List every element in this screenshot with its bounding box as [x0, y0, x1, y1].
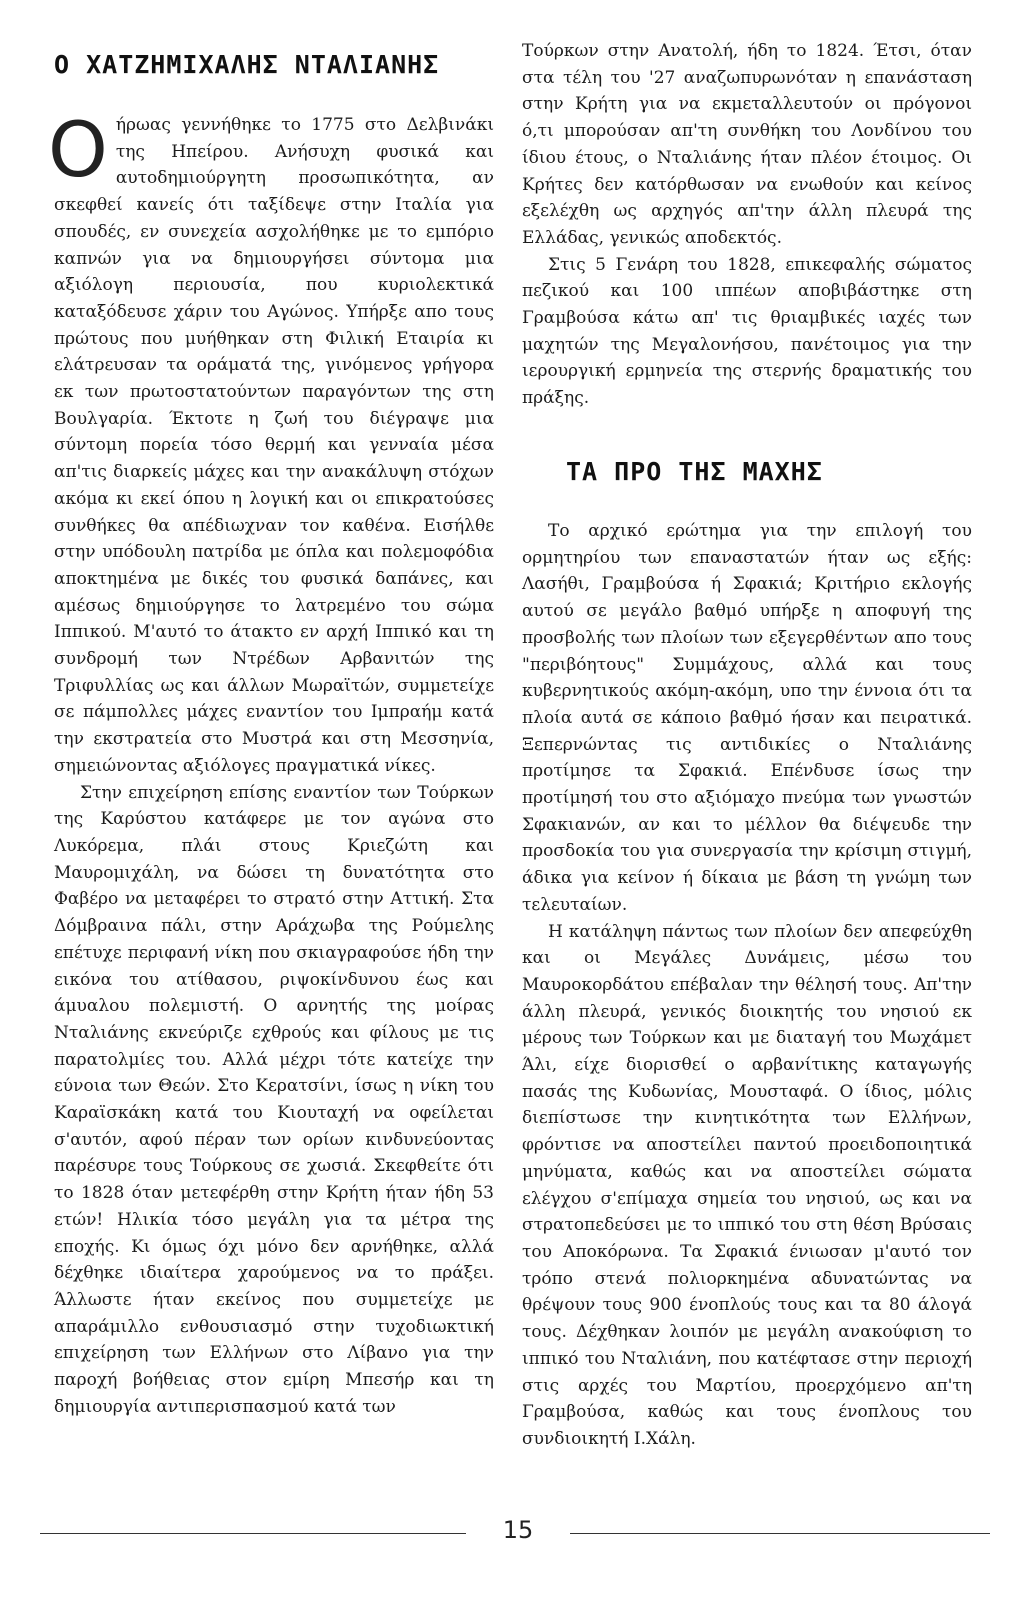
- page-number: 15: [502, 1516, 534, 1544]
- left-column-text: [48, 105, 494, 1502]
- right-paragraph-3: Το αρχικό ερώτημα για την επιλογή του ορμητηρίου των επαναστατών ήταν ως εξής: Λασήθι, Γραμβούσα ή Σφακιά; Κριτήριο εκλογής αυτού σε μεγάλο βαθμό υπήρξε η αποφυγή της προσβολής των πλοίων των εξεγερθέντων απο τους "περιβόητους" Συμμάχους, αλλά και τους κυβερνητικούς ακόμη-ακόμη, υπο την έννοια ότι τα πλοία αυτά σε κάποιο βαθμό ήσαν και πειρατικά. Ξεπερνώντας τις αντιδικίες ο Νταλιάνης προτίμησε τα Σφακιά. Επένδυσε ίσως την προτίμησή του στο αξιόμαχο πνεύμα των γνωστών Σφακιανών, αν και το μέλλον θα διέψευδε την προσδοκία του για συνεργασία την κρίσιμη στιγμή, άδικα για κείνον ή δίκαια με βάση τη γνώμη των τελευταίων.: [522, 521, 972, 915]
- footer-rule-right: [570, 1533, 990, 1534]
- drop-cap: Ο: [48, 105, 108, 194]
- left-paragraph-2: Στην επιχείρηση επίσης εναντίον των Τούρκων της Καρύστου κατάφερε με τον αγώνα στο Λυκόρεμα, πλάι στους Κριεζώτη και Μαυρομιχάλη, να δώσει τη δυνατότητα στο Φαβέρο να μεταφέρει το στρατό στην Αττική. Στα Δόμβραινα πάλι, στην Αράχωβα της Ρούμελης επέτυχε περιφανή νίκη που σκιαγραφούσε ήδη την εικόνα του ατίθασου, ριψοκίνδυνου έως και άμυαλου πολεμιστή. Ο αρνητής της μοίρας Νταλιάνης εκνεύριζε εχθρούς και φίλους με τις παρατολμίες του. Αλλά μέχρι τότε κατείχε την εύνοια των Θεών. Στο Κερατσίνι, ίσως η νίκη του Καραϊσκάκη κατά του Κιουταχή να οφείλεται σ'αυτόν, αφού πέραν των ορίων κινδυνεύοντας παρέσυρε τους Τούρκους σε χωσιά. Σκεφθείτε ότι το 1828 όταν μετεφέρθη στην Κρήτη ήταν ήδη 53 ετών! Ηλικία τόσο μεγάλη για τα μέτρα της εποχής. Κι όμως όχι μόνο δεν αρνήθηκε, αλλά δέχθηκε ιδιαίτερα χαρούμενος να το πράξει. Άλλωστε ήταν εκείνος που συμμετείχε με απαράμιλλο ενθουσιασμό στην τυχοδιωκτική επιχείρηση των Ελλήνων στο Λίβανο για την παροχή βοήθειας στον εμίρη Μπεσήρ και τη δημιουργία αντιπερισπασμού κατά των: [54, 782, 494, 1417]
- right-paragraph-2: Στις 5 Γενάρη του 1828, επικεφαλής σώματος πεζικού και 100 ιππέων αποβιβάστηκε στη Γραμβούσα κάτω απ' τις θριαμβικές ιαχές των μαχητών της Μεγαλονήσου, πανέτοιμος για την ιερουργική ερμηνεία της στερνής δραματικής του πράξης.: [522, 254, 972, 409]
- right-column-top-text: [522, 38, 972, 438]
- left-paragraph-1: [48, 105, 494, 780]
- right-paragraph-4: Η κατάληψη πάντως των πλοίων δεν απεφεύχθη και οι Μεγάλες Δυνάμεις, μέσω του Μαυροκορδάτου επέβαλαν την θέλησή τους. Απ'την άλλη πλευρά, γενικός διοικητής του νησιού εκ μέρους των Τούρκων και με διαταγή του Μωχάμετ Άλι, είχε διορισθεί ο αρβανίτικης καταγωγής πασάς της Κυδωνίας, Μουσταφά. Ο ίδιος, μόλις διεπίστωσε την κινητικότητα των Ελλήνων, φρόντισε να αποστείλει παντού προειδοποιητικά μηνύματα, καθώς και να αποστείλει σώματα ελέγχου σ'επίμαχα σημεία του νησιού, ως και να στρατοπεδεύσει με το ιππικό του στη θέση Βρύσαις του Αποκόρωνα. Τα Σφακιά ένιωσαν μ'αυτό τον τρόπο στενά πολιορκημένα αδυνατώντας να θρέψουν τους 900 ένοπλούς τους και τα 80 άλογά τους. Δέχθηκαν λοιπόν με μεγάλη ανακούφιση το ιππικό του Νταλιάνη, που κατέφτασε στην περιοχή στις αρχές του Μαρτίου, προερχόμενο απ'τη Γραμβούσα, καθώς και τους ένοπλους του συνδιοικητή Ι.Χάλη.: [522, 921, 972, 1449]
- right-column-bottom-text: [522, 518, 972, 1508]
- article-title: Ο ΧΑΤΖΗΜΙΧΑΛΗΣ ΝΤΑΛΙΑΝΗΣ: [54, 50, 440, 79]
- section-heading: ΤΑ ΠΡΟ ΤΗΣ ΜΑΧΗΣ: [566, 457, 823, 486]
- right-paragraph-1: Τούρκων στην Ανατολή, ήδη το 1824. Έτσι, όταν στα τέλη του '27 αναζωπυρωνόταν η επανάσταση στην Κρήτη για να εκμεταλλευτούν οι πρόγονοι ό,τι μπορούσαν απ'τη συνθήκη του Λονδίνου του ίδιου έτους, ο Νταλιάνης ήταν πλέον έτοιμος. Οι Κρήτες δεν κατόρθωσαν να ενωθούν και κείνος εξελέχθη ως αρχηγός απ'την άλλη πλευρά της Ελλάδας, γενικώς αποδεκτός.: [522, 41, 972, 248]
- footer-rule-left: [40, 1533, 466, 1534]
- page-footer: [40, 1512, 990, 1552]
- left-paragraph-1-body: ήρωας γεννήθηκε το 1775 στο Δελβινάκι της Ηπείρου. Ανήσυχη φυσικά και αυτοδημιούργητη προσωπικότητα, αν σκεφθεί κανείς ότι ταξίδεψε στην Ιταλία για σπουδές, εν συνεχεία ασχολήθηκε με το εμπόριο καπνών για να δημιουργήσει σύντομα μια αξιόλογη περιουσία, που κυριολεκτικά καταξόδευσε χάριν του Αγώνος. Υπήρξε απο τους πρώτους που μυήθηκαν στη Φιλική Εταιρία κι ελάτρευσαν τα οράματά της, γινόμενος γρήγορα εκ των πρωτοστατούντων παραγόντων της στη Βουλγαρία. Έκτοτε η ζωή του διέγραψε μια σύντομη πορεία τόσο θερμή και γενναία μέσα απ'τις διαρκείς μάχες και την ανακάλυψη στόχων ακόμα κι εκεί όπου η λογική και οι επικρατούσες συνθήκες θα απέδιωχναν τον καθένα. Εισήλθε στην υπόδουλη πατρίδα με όπλα και πολεμοφόδια αποκτημένα με δικές του φυσικά δαπάνες, και αμέσως δημιούργησε το λατρεμένο του σώμα Ιππικού. Μ'αυτό το άτακτο εν αρχή Ιππικό και τη συνδρομή των Ντρέδων Αρβανιτών της Τριφυλλίας ως και άλλων Μωραϊτών, συμμετείχε σε πάμπολλες μάχες εναντίον του Ιμπραήμ κατά την εκστρατεία στο Μυστρά και στη Μεσσηνία, σημειώνοντας αξιόλογες πραγματικά νίκες.: [54, 115, 494, 776]
